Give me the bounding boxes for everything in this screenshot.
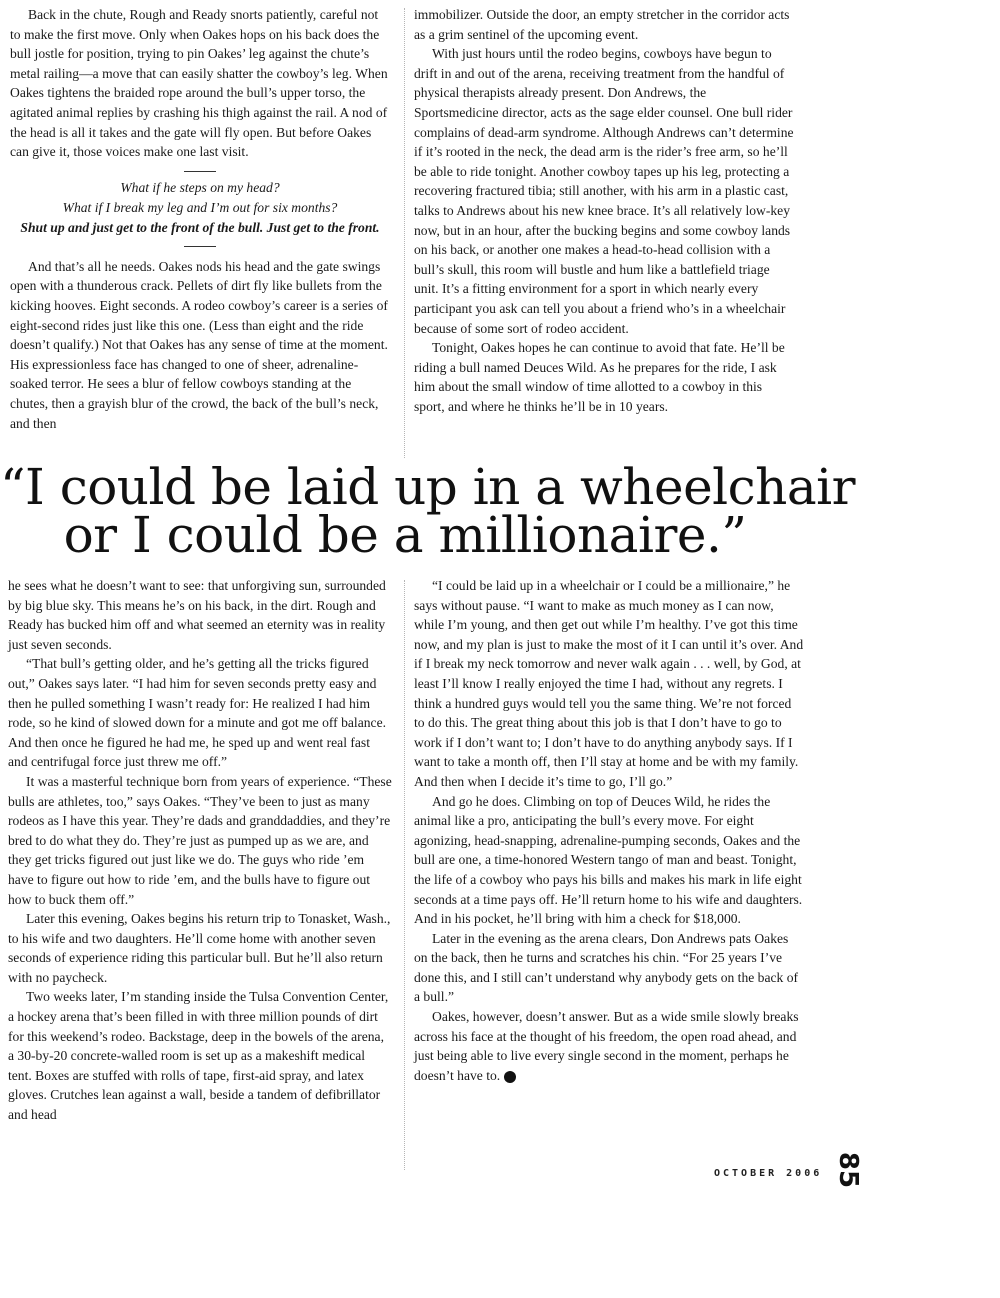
paragraph: “I could be laid up in a wheelchair or I could be a millionaire,” he says without pause. “I want to make as much money as I can now, while I’m young, and then get out while I’m healthy. I’ve got this time now, and my plan is just to make the most of it I can until it’s over. And if I break my neck tomorrow and never walk again . . . well, by God, at least I’ll know I really enjoyed the time I had, without any regrets. I think a hundred guys would tell you the same thing. We’re not forced to do this. The great thing about this job is that I don’t have to go to work if I don’t want to; I don’t have to do anything anybody says. If I want to take a month off, then I’ll stay at home and be with my family. And then when I decide it’s time to go, I’ll go.”: [414, 578, 804, 789]
paragraph: Back in the chute, Rough and Ready snorts patiently, careful not to make the first move. Only when Oakes hops on his back does the bull jostle for position, trying to pin Oakes’ leg against the chute’s metal railing—a move that can easily shatter the cowboy’s leg. When Oakes tightens the braided rope around the bull’s upper torso, the agitated animal replies by crashing his thigh against the rail. A nod of the head is all it takes and the gate will fly open. But before Oakes can give it, those voices make one last visit.: [10, 7, 388, 160]
page-number: 85: [833, 1151, 864, 1189]
paragraph: Later in the evening as the arena clears, Don Andrews pats Oakes on the back, then he turns and scratches his chin. “For 25 years I’ve done this, and I still can’t understand why anybody gets on the back of a bull.”: [414, 930, 799, 1005]
paragraph: Later this evening, Oakes begins his return trip to Tonasket, Wash., to his wife and two daughters. He’ll come home with another seven seconds of experience riding this particular bull. But he’ll also return with no paycheck.: [8, 911, 391, 985]
column-divider-top: [404, 8, 405, 458]
paragraph: immobilizer. Outside the door, an empty stretcher in the corridor acts as a grim sentinel of the upcoming event.: [414, 7, 790, 42]
paragraph-final: [414, 1007, 804, 1085]
paragraph: Two weeks later, I’m standing inside the Tulsa Convention Center, a hockey arena that’s been filled in with three million pounds of dirt for this weekend’s rodeo. Backstage, deep in the bowels of the arena, a 30-by-20 concrete-walled room is set up as a makeshift medical tent. Boxes are stuffed with rolls of tape, first-aid spray, and latex gloves. Crutches lean against a wall, beside a tandem of defibrillator and head: [8, 989, 389, 1123]
issue-date: OCTOBER 2006: [714, 1168, 823, 1179]
paragraph: Tonight, Oakes hopes he can continue to avoid that fate. He’ll be riding a bull named Deuces Wild. As he prepares for the ride, I ask him about the small window of time allotted to a cowboy in this sport, and where he thinks he’ll be in 10 years.: [414, 340, 785, 414]
paragraph: “That bull’s getting older, and he’s getting all the tricks figured out,” Oakes says later. “I had him for seven seconds pretty easy and then he pulled something I wasn’t ready for: He realized I had him rode, so he kind of slowed down for a minute and got me off balance. And then once he figured he had me, he sped up and went real fast and centrifugal force just threw me off.”: [8, 656, 387, 770]
paragraph: And go he does. Climbing on top of Deuces Wild, he rides the animal like a pro, anticipating the bull’s every move. For eight agonizing, head-snapping, adrenaline-pumping seconds, Oakes and the bull are one, a time-honored Western tango of man and beast. Tonight, the life of a cowboy who pays his bills and makes his mark in life eight seconds at a time pays off. He’ll return home to his wife and daughters. And in his pocket, he’ll bring with him a check for $18,000.: [414, 793, 803, 927]
paragraph: It was a masterful technique born from years of experience. “These bulls are athletes, too,” says Oakes. “They’ve been to just as many rodeos as I have this year. They’re dads and granddaddies, and they’re bred to do what they do. They’re just as pumped up as we are, and they get tricks figured out just like we do. The guys who ride ’em have to figure out how to ride ’em, and the bulls have to figure out how to buck them off.”: [8, 773, 392, 907]
pull-quote: [0, 458, 856, 564]
paragraph-text: Oakes, however, doesn’t answer. But as a wide smile slowly breaks across his face at the thought of his freedom, the open road ahead, and just being able to live every single second in the moment, perhaps he doesn’t have to.: [414, 1009, 799, 1083]
italic-line: What if I break my leg and I’m out for six months?: [62, 199, 338, 215]
column-divider-bottom: [404, 580, 405, 1170]
pull-quote-line: or I could be a millionaire.”: [63, 506, 747, 564]
italic-line: What if he steps on my head?: [120, 179, 280, 195]
paragraph: And that’s all he needs. Oakes nods his head and the gate swings open with a thunderous crack. Pellets of dirt fly like bullets from the kicking hooves. Eight seconds. A rodeo cowboy’s career is a series of eight-second rides just like this one. (Less than eight and the ride doesn’t qualify.) Not that Oakes has any sense of time at the moment. His expressionless face has changed to one of sheer, adrenaline-soaked terror. He sees a blur of fellow cowboys standing at the chutes, then a grayish blur of the crowd, the back of the bull’s neck, and then: [10, 258, 388, 431]
paragraph: With just hours until the rodeo begins, cowboys have begun to drift in and out of the arena, receiving treatment from the handful of physical therapists already present. Don Andrews, the Sportsmedicine director, acts as the sage elder counsel. One bull rider complains of dead-arm syndrome. Although Andrews can’t determine if it’s rooted in the neck, the dead arm is the rider’s free arm, so he’ll be able to ride tonight. Another cowboy tapes up his leg, protecting a recovering fractured tibia; still another, with his arm in a plastic cast, talks to Andrews about his new knee brace. It’s all relatively low-key now, but in an hour, after the bucking begins and some cowboy lands on his back, or another one makes a head-to-head collision with a bull’s skull, this room will bustle and hum like a battlefield triage unit. It’s a fitting environment for a sport in which nearly every participant you ask can tell you about a friend who’s in a wheelchair because of some sort of rodeo accident.: [414, 46, 794, 336]
paragraph: he sees what he doesn’t want to see: that unforgiving sun, surrounded by big blue sky. This means he’s on his back, in the dirt. Rough and Ready has bucked him off and what seemed an eternity was in reality just seven seconds.: [8, 578, 386, 652]
pull-quote-line: “I could be laid up in a wheelchair: [0, 458, 856, 516]
column-top-left: [10, 5, 390, 433]
italic-line-emphasis: Shut up and just get to the front of the bull. Just get to the front.: [20, 219, 380, 235]
inner-voice-block: [10, 178, 390, 238]
divider-rule: [184, 171, 216, 172]
divider-rule: [184, 246, 216, 247]
end-mark-icon: [504, 1071, 516, 1083]
column-top-right: [414, 5, 794, 416]
column-bottom-left: [8, 576, 392, 1125]
column-bottom-right: [414, 576, 804, 1085]
